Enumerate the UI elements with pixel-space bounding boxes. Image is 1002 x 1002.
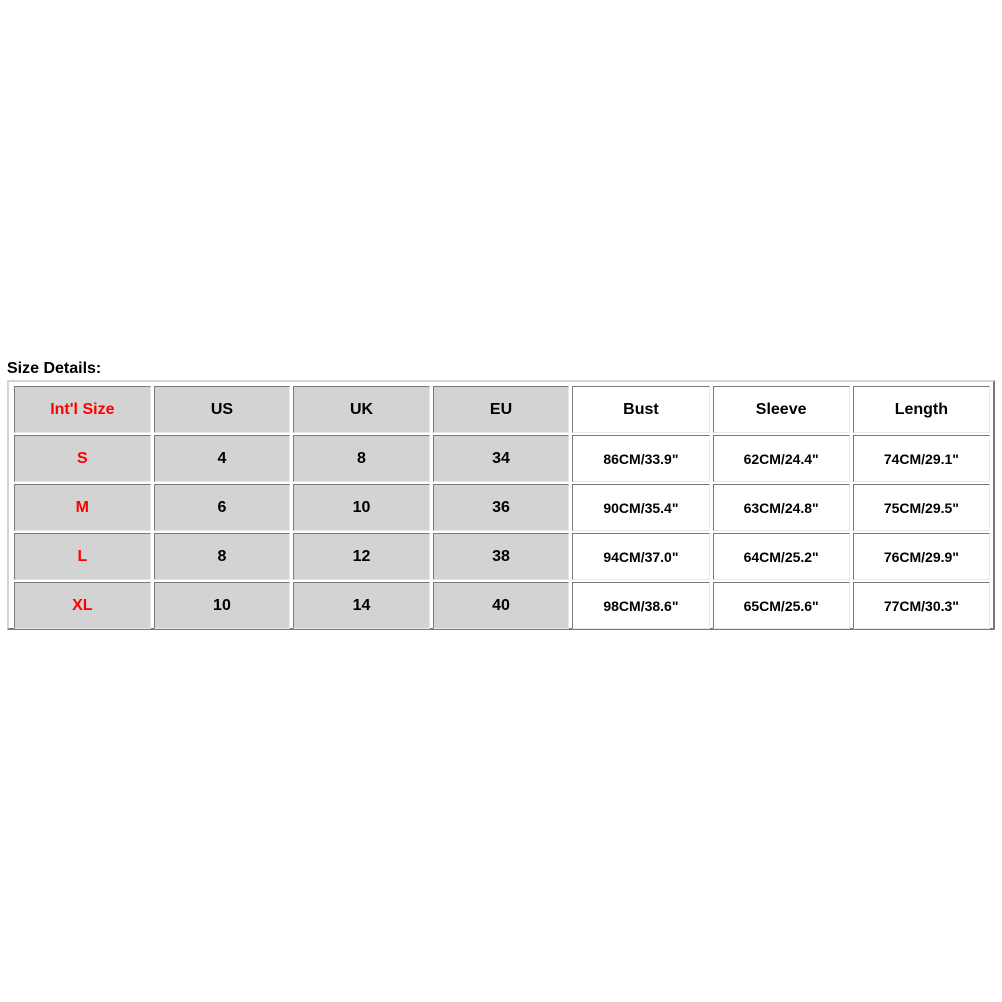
cell-uk: 10 (293, 484, 430, 531)
header-uk: UK (293, 386, 430, 433)
cell-intl-size: M (14, 484, 151, 531)
table-row (14, 533, 990, 580)
cell-uk: 8 (293, 435, 430, 482)
cell-length: 76CM/29.9" (853, 533, 990, 580)
cell-bust: 90CM/35.4" (572, 484, 709, 531)
cell-length: 75CM/29.5" (853, 484, 990, 531)
size-table-frame (7, 380, 995, 630)
cell-sleeve: 65CM/25.6" (713, 582, 850, 629)
size-details-title: Size Details: (7, 360, 102, 377)
table-row (14, 582, 990, 629)
table-row (14, 484, 990, 531)
cell-bust: 86CM/33.9" (572, 435, 709, 482)
cell-us: 4 (154, 435, 291, 482)
size-table (11, 384, 993, 631)
header-intl-size: Int'l Size (14, 386, 151, 433)
cell-length: 74CM/29.1" (853, 435, 990, 482)
header-us: US (154, 386, 291, 433)
header-sleeve: Sleeve (713, 386, 850, 433)
cell-sleeve: 62CM/24.4" (713, 435, 850, 482)
cell-sleeve: 64CM/25.2" (713, 533, 850, 580)
cell-us: 8 (154, 533, 291, 580)
header-bust: Bust (572, 386, 709, 433)
cell-intl-size: L (14, 533, 151, 580)
cell-length: 77CM/30.3" (853, 582, 990, 629)
header-eu: EU (433, 386, 570, 433)
table-header-row (14, 386, 990, 433)
cell-eu: 36 (433, 484, 570, 531)
cell-eu: 40 (433, 582, 570, 629)
cell-sleeve: 63CM/24.8" (713, 484, 850, 531)
header-length: Length (853, 386, 990, 433)
cell-uk: 12 (293, 533, 430, 580)
cell-eu: 38 (433, 533, 570, 580)
table-row (14, 435, 990, 482)
cell-uk: 14 (293, 582, 430, 629)
cell-us: 10 (154, 582, 291, 629)
cell-bust: 98CM/38.6" (572, 582, 709, 629)
cell-eu: 34 (433, 435, 570, 482)
cell-intl-size: XL (14, 582, 151, 629)
cell-intl-size: S (14, 435, 151, 482)
cell-bust: 94CM/37.0" (572, 533, 709, 580)
cell-us: 6 (154, 484, 291, 531)
